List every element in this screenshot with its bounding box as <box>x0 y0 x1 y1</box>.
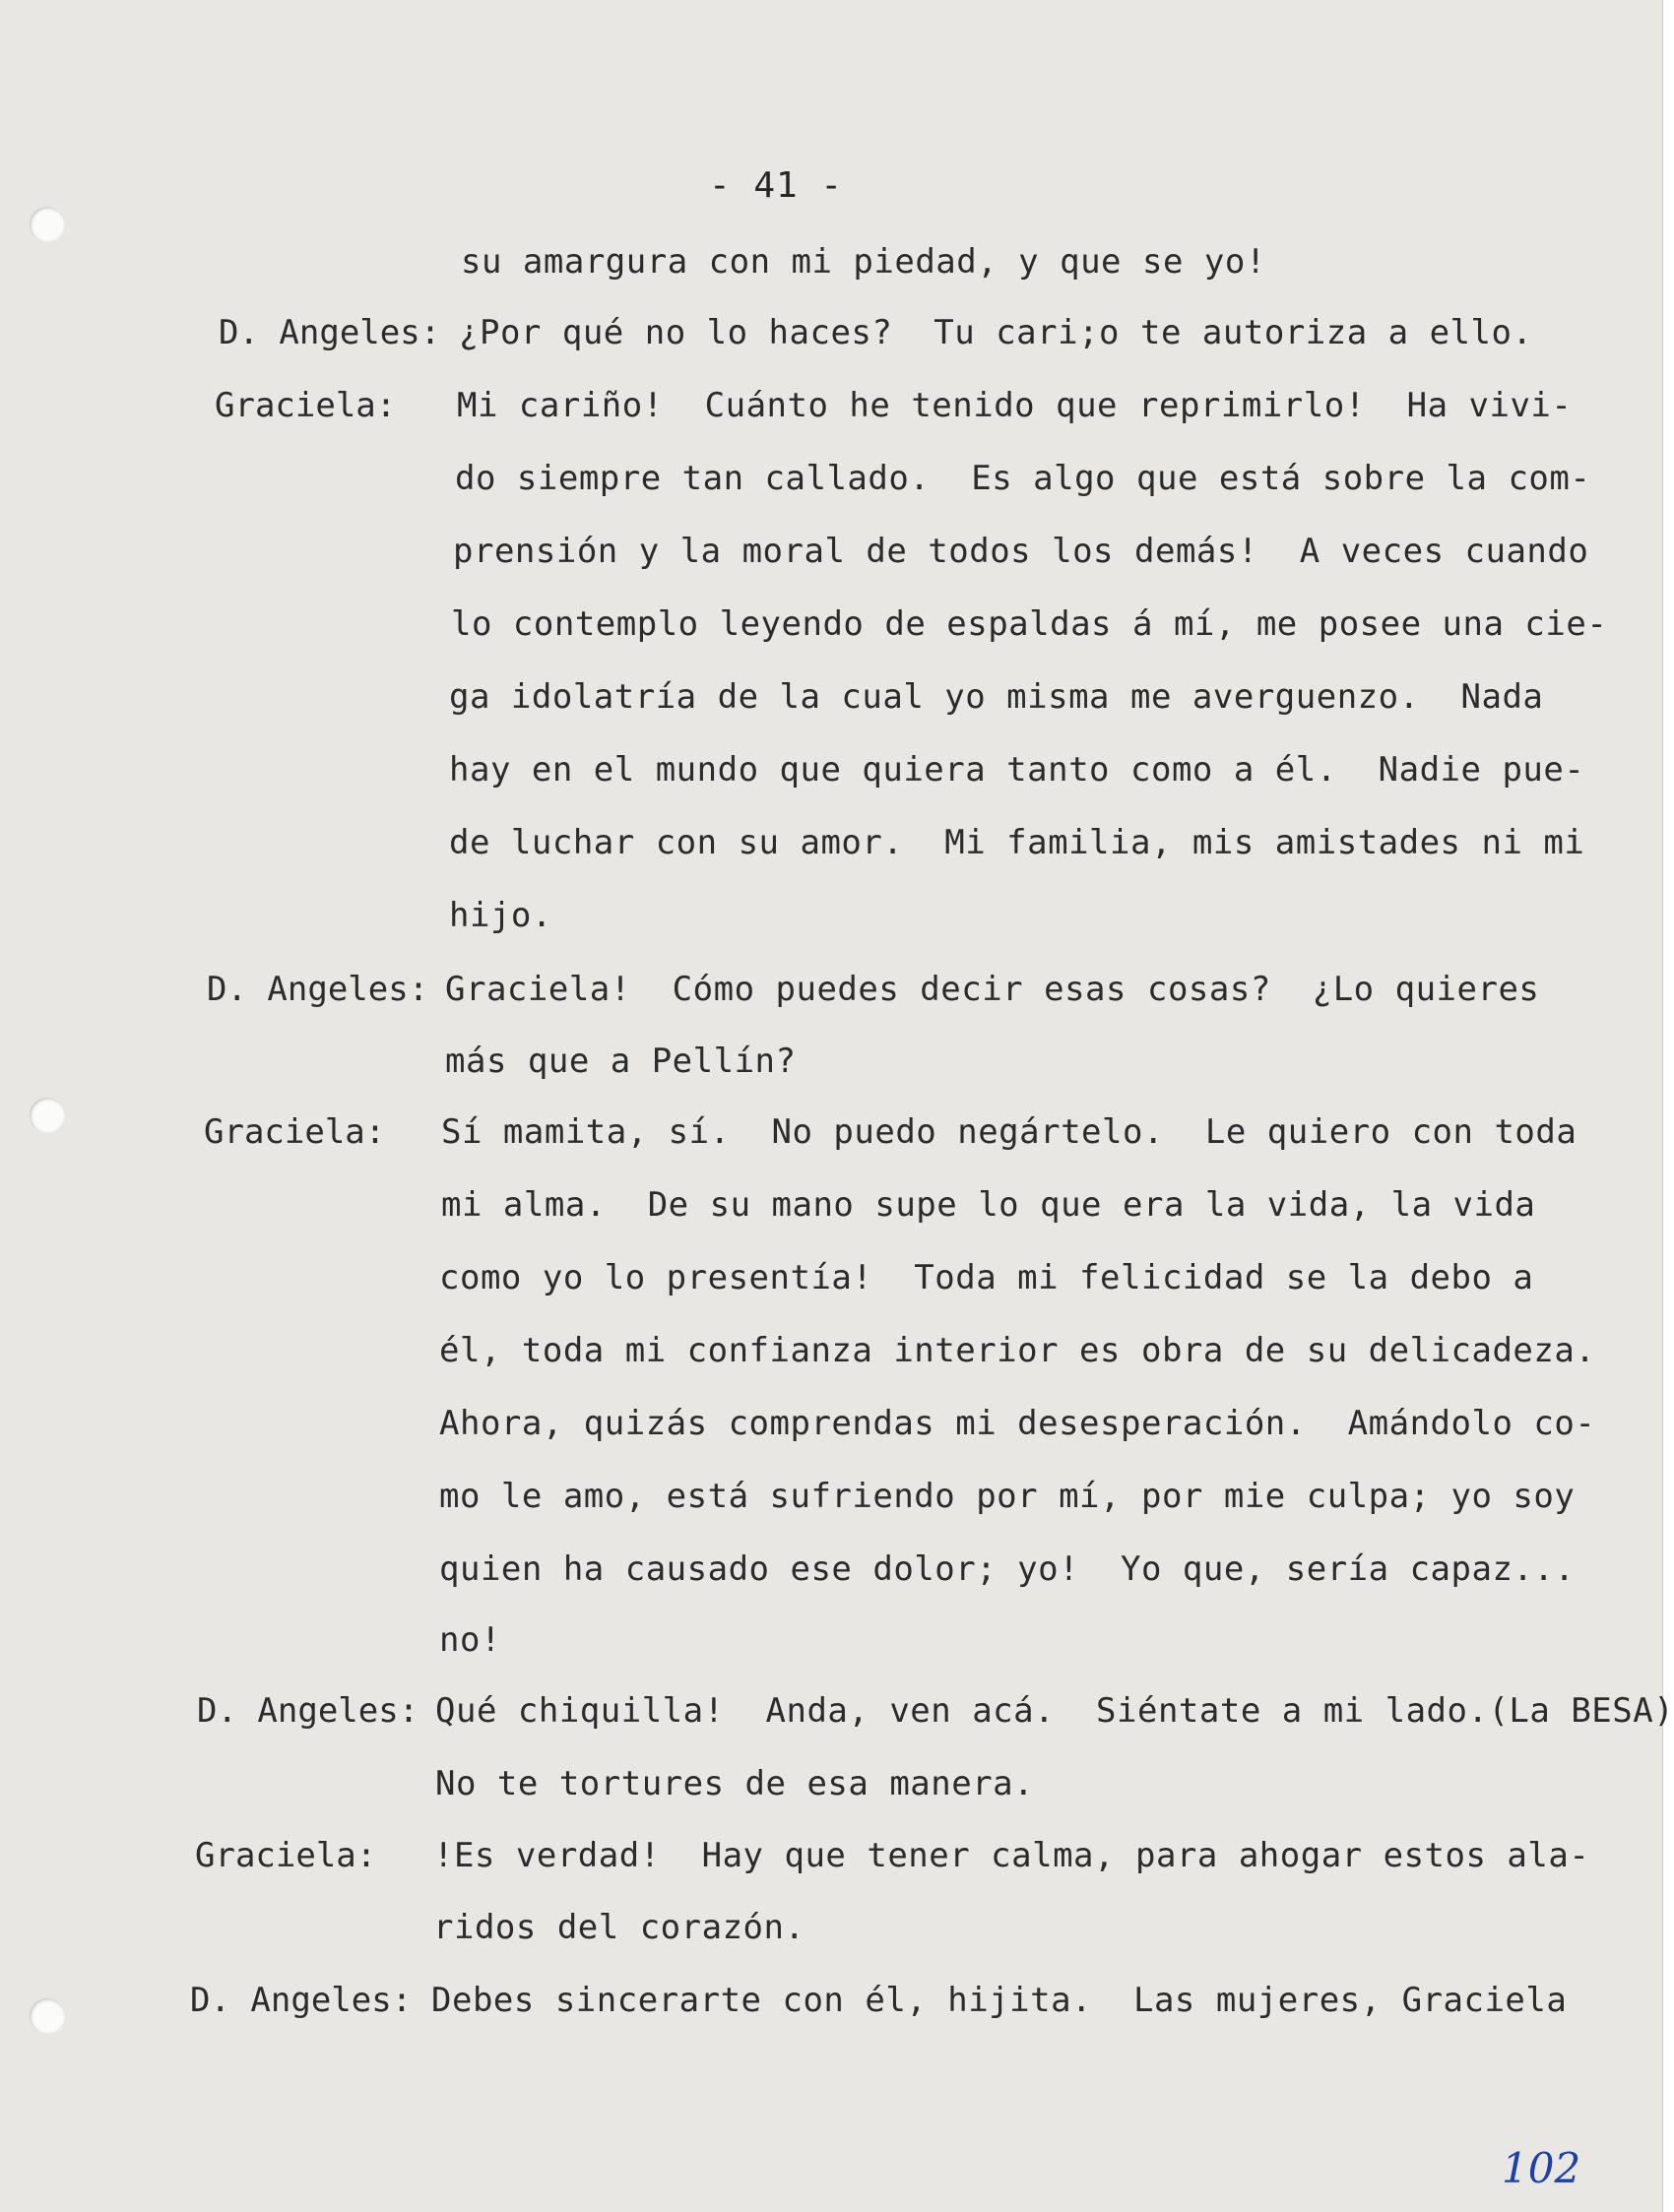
speaker-label: Graciela: <box>195 1836 377 1875</box>
text-line: Mi cariño! Cuánto he tenido que reprimirlo! Ha vivi- <box>457 386 1573 425</box>
text-line: ga idolatría de la cual yo misma me averguenzo. Nada <box>449 677 1544 717</box>
text-line: como yo lo presentía! Toda mi felicidad se la debo a <box>439 1258 1534 1297</box>
text-line: hijo. <box>449 896 552 935</box>
text-line: Graciela! Cómo puedes decir esas cosas? ¿Lo quieres <box>445 970 1540 1009</box>
text-line: !Es verdad! Hay que tener calma, para ahogar estos ala- <box>433 1836 1590 1875</box>
speaker-label: Graciela: <box>204 1112 386 1152</box>
text-line: ¿Por qué no lo haces? Tu cari;o te autoriza a ello. <box>459 313 1533 352</box>
text-line: ridos del corazón. <box>433 1908 805 1947</box>
speaker-label: D. Angeles: <box>190 1981 413 2020</box>
text-line: no! <box>439 1620 501 1660</box>
text-line: su amargura con mi piedad, y que se yo! <box>461 242 1266 282</box>
text-line: prensión y la moral de todos los demás! A veces cuando <box>453 532 1589 571</box>
speaker-label: D. Angeles: <box>197 1691 419 1731</box>
text-line: Ahora, quizás comprendas mi desesperación. Amándolo co- <box>439 1404 1596 1443</box>
text-line: Qué chiquilla! Anda, ven acá. Siéntate a mi lado.(La BESA) <box>435 1691 1674 1731</box>
text-line: Sí mamita, sí. No puedo negártelo. Le quiero con toda <box>441 1112 1577 1152</box>
text-line: Debes sincerarte con él, hijita. Las mujeres, Graciela <box>431 1981 1568 2020</box>
text-line: lo contemplo leyendo de espaldas á mí, me posee una cie- <box>451 604 1608 644</box>
text-line: más que a Pellín? <box>445 1042 797 1081</box>
speaker-label: Graciela: <box>215 386 397 425</box>
punch-hole <box>30 207 65 242</box>
text-line: do siempre tan callado. Es algo que está sobre la com- <box>455 459 1591 498</box>
text-line: mi alma. De su mano supe lo que era la vida, la vida <box>441 1185 1536 1225</box>
text-line: él, toda mi confianza interior es obra de su delicadeza. <box>439 1331 1596 1370</box>
speaker-label: D. Angeles: <box>219 313 441 352</box>
text-line: hay en el mundo que quiera tanto como a él. Nadie pue- <box>449 750 1585 790</box>
text-line: No te tortures de esa manera. <box>435 1764 1035 1803</box>
punch-hole <box>30 1998 65 2034</box>
text-line: quien ha causado ese dolor; yo! Yo que, sería capaz... <box>439 1549 1576 1589</box>
speaker-label: D. Angeles: <box>207 970 429 1009</box>
text-line: de luchar con su amor. Mi familia, mis amistades ni mi <box>449 823 1585 862</box>
handwritten-folio-number: 102 <box>1502 2144 1581 2192</box>
punch-hole <box>30 1098 65 1133</box>
text-line: mo le amo, está sufriendo por mí, por mie culpa; yo soy <box>439 1477 1576 1516</box>
page-number: - 41 - <box>709 165 844 206</box>
